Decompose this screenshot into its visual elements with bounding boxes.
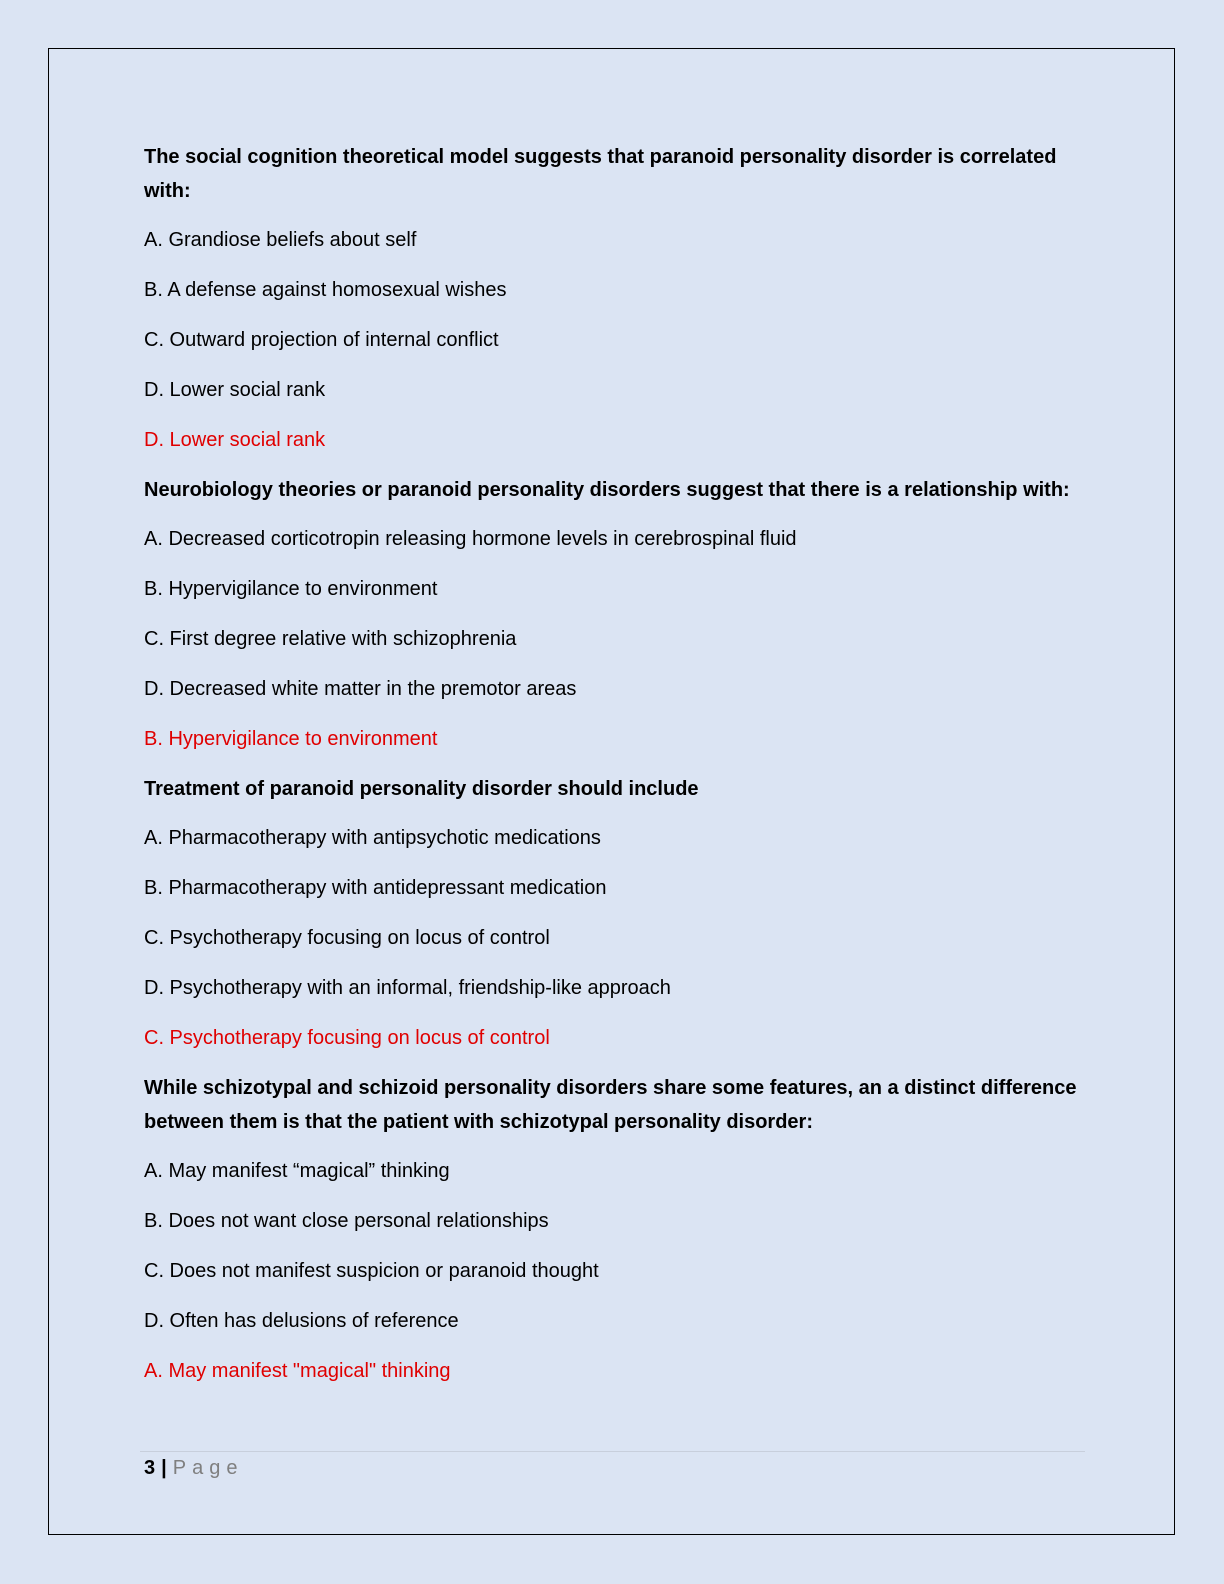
answer-text: B. Hypervigilance to environment xyxy=(144,728,438,750)
option-a: A. Pharmacotherapy with antipsychotic medications xyxy=(144,827,601,849)
question-text: While schizotypal and schizoid personality disorders share some features, an a distinct difference between them is that the patient with schizotypal personality disorder: xyxy=(144,1077,1077,1133)
footer-divider xyxy=(140,1451,1085,1452)
option-b: B. Does not want close personal relationships xyxy=(144,1210,549,1232)
option-d: D. Psychotherapy with an informal, friendship-like approach xyxy=(144,977,671,999)
page-number: 3 xyxy=(144,1457,156,1479)
question-text: Neurobiology theories or paranoid personality disorders suggest that there is a relationship with: xyxy=(144,479,1070,501)
option-d: D. Decreased white matter in the premotor areas xyxy=(144,678,577,700)
answer-text: A. May manifest "magical" thinking xyxy=(144,1360,451,1382)
answer-text: C. Psychotherapy focusing on locus of control xyxy=(144,1027,550,1049)
page-footer xyxy=(144,1453,243,1483)
question-block-3 xyxy=(144,772,1084,1055)
option-a: A. Grandiose beliefs about self xyxy=(144,229,417,251)
question-block-2 xyxy=(144,473,1084,756)
option-c: C. Outward projection of internal conflict xyxy=(144,329,499,351)
option-b: B. A defense against homosexual wishes xyxy=(144,279,507,301)
footer-separator: | xyxy=(161,1457,167,1479)
question-text: Treatment of paranoid personality disorder should include xyxy=(144,778,699,800)
option-c: C. Does not manifest suspicion or paranoid thought xyxy=(144,1260,599,1282)
option-a: A. May manifest “magical” thinking xyxy=(144,1160,450,1182)
option-c: C. Psychotherapy focusing on locus of control xyxy=(144,927,550,949)
question-block-1 xyxy=(144,140,1084,457)
option-c: C. First degree relative with schizophrenia xyxy=(144,628,517,650)
option-b: B. Pharmacotherapy with antidepressant medication xyxy=(144,877,607,899)
option-d: D. Lower social rank xyxy=(144,379,326,401)
page-label: Page xyxy=(172,1457,244,1479)
document-body xyxy=(144,140,1084,1404)
option-a: A. Decreased corticotropin releasing hormone levels in cerebrospinal fluid xyxy=(144,528,797,550)
question-text: The social cognition theoretical model suggests that paranoid personality disorder is correlated with: xyxy=(144,146,1057,202)
option-d: D. Often has delusions of reference xyxy=(144,1310,459,1332)
option-b: B. Hypervigilance to environment xyxy=(144,578,438,600)
question-block-4 xyxy=(144,1071,1084,1388)
answer-text: D. Lower social rank xyxy=(144,429,326,451)
